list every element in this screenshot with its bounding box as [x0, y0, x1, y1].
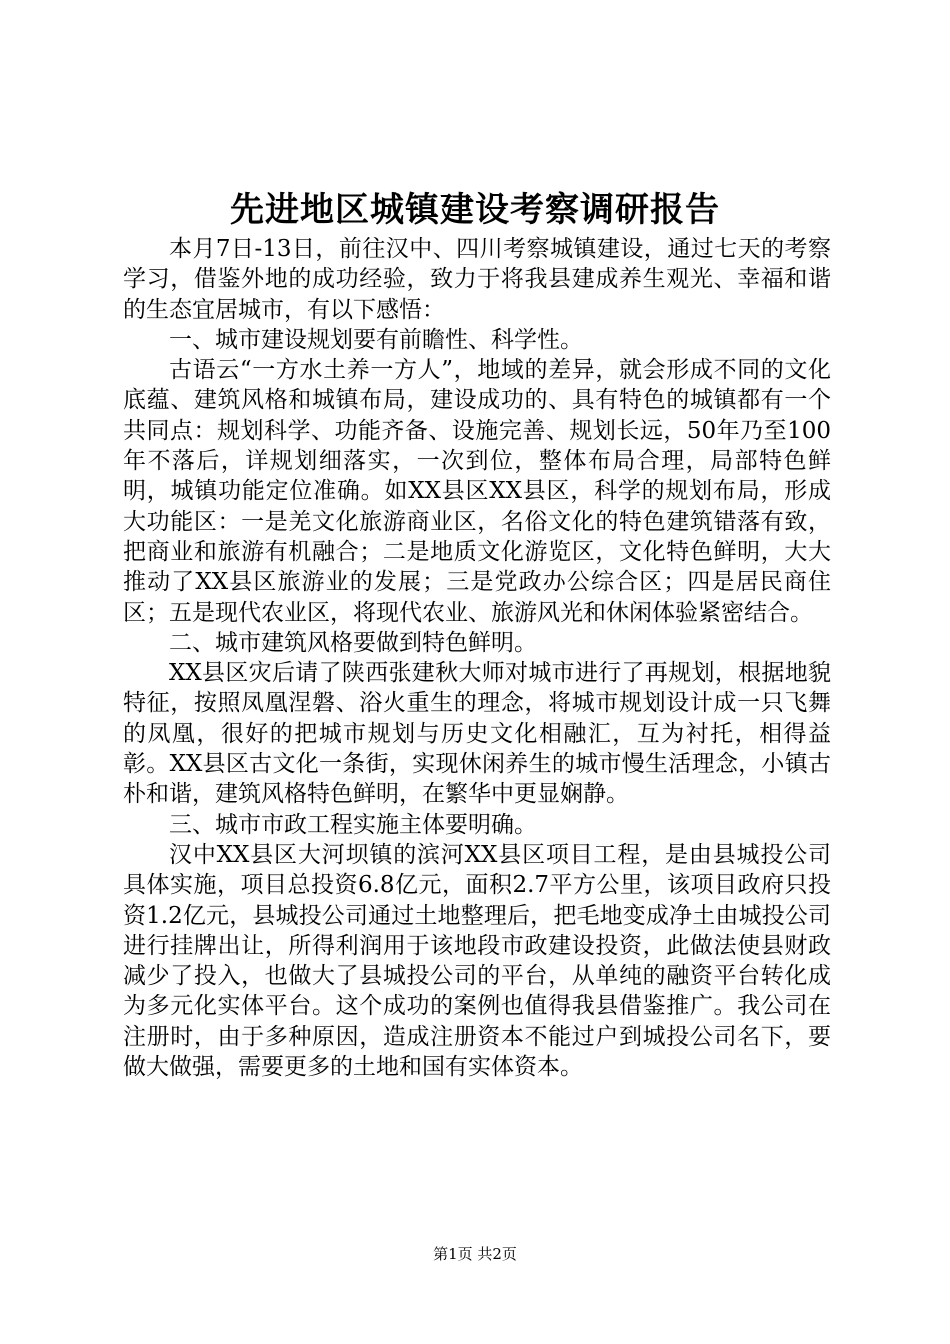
- page-number-footer: 第1页 共2页: [433, 1245, 517, 1263]
- section-heading-3: 三、城市市政工程实施主体要明确。: [169, 811, 537, 838]
- section-3-paragraph: 汉中XX县区大河坝镇的滨河XX县区项目工程，是由县城投公司具体实施，项目总投资6.8亿元，面积2.7平方公里，该项目政府只投资1.2亿元，县城投公司通过土地整理后，把毛地变成净土由城投公司进行挂牌出让，所得利润用于该地段市政建设投资，此做法使县财政减少了投入，也做大了县城投公司的平台，从单纯的融资平台转化成为多元化实体平台。这个成功的案例也值得我县借鉴推广。我公司在注册时，由于多种原因，造成注册资本不能过户到城投公司名下，要做大做强，需要更多的土地和国有实体资本。: [123, 841, 831, 1081]
- section-heading-1: 一、城市建设规划要有前瞻性、科学性。: [169, 326, 583, 353]
- intro-paragraph: 本月7日-13日，前往汉中、四川考察城镇建设，通过七天的考察学习，借鉴外地的成功经验，致力于将我县建成养生观光、幸福和谐的生态宜居城市，有以下感悟：: [123, 236, 831, 323]
- section-2-paragraph: XX县区灾后请了陕西张建秋大师对城市进行了再规划，根据地貌特征，按照凤凰涅磐、浴火重生的理念，将城市规划设计成一只飞舞的凤凰，很好的把城市规划与历史文化相融汇，互为衬托，相得益彰。XX县区古文化一条街，实现休闲养生的城市慢生活理念，小镇古朴和谐，建筑风格特色鲜明，在繁华中更显娴静。: [123, 660, 831, 808]
- section-heading-2: 二、城市建筑风格要做到特色鲜明。: [169, 629, 537, 656]
- section-1-paragraph: 古语云“一方水土养一方人”，地域的差异，就会形成不同的文化底蕴、建筑风格和城镇布局，建设成功的、具有特色的城镇都有一个共同点：规划科学、功能齐备、设施完善、规划长远，50年乃至100年不落后，详规划细落实，一次到位，整体布局合理，局部特色鲜明，城镇功能定位准确。如XX县区XX县区，科学的规划布局，形成大功能区：一是羌文化旅游商业区，名俗文化的特色建筑错落有致，把商业和旅游有机融合；二是地质文化游览区，文化特色鲜明，大大推动了XX县区旅游业的发展；三是党政办公综合区；四是居民商住区；五是现代农业区，将现代农业、旅游风光和休闲体验紧密结合。: [123, 357, 831, 626]
- document-title: 先进地区城镇建设考察调研报告: [230, 190, 720, 230]
- document-body: [123, 234, 831, 1082]
